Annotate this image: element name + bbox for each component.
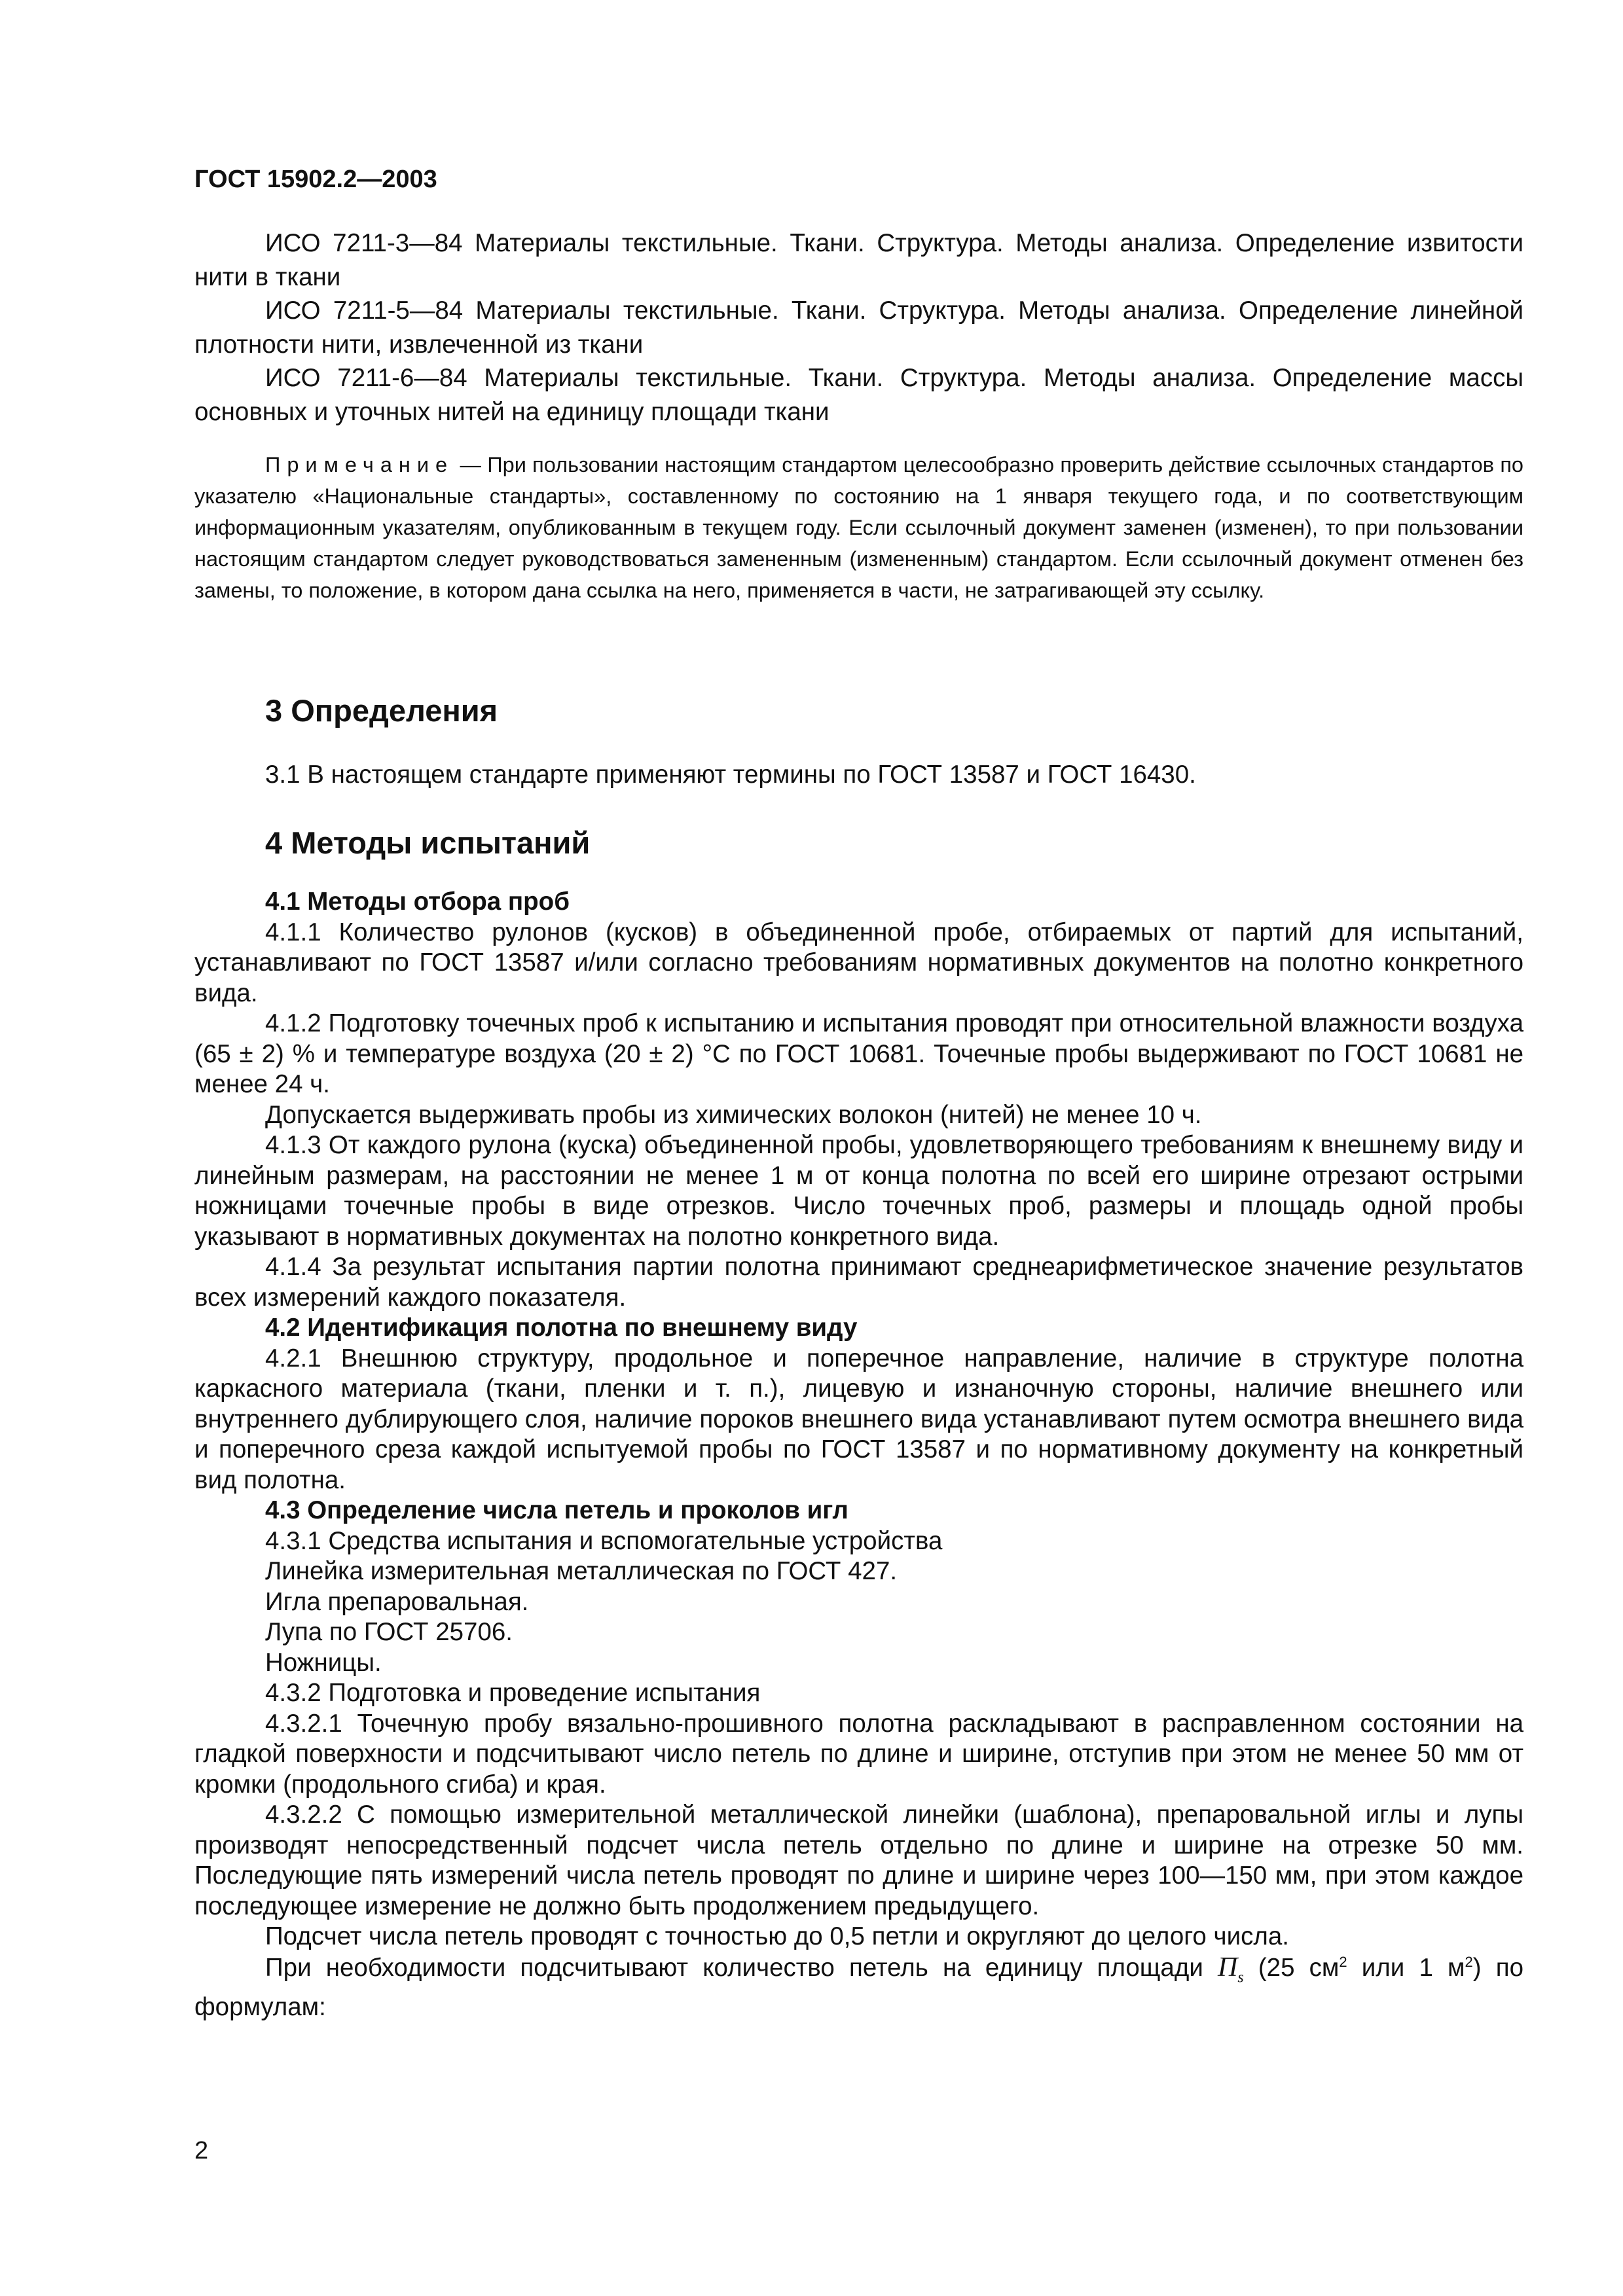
note-text: — При пользовании настоящим стандартом целесообразно проверить действие ссылочных стандартов по указателю «Национальные стандарты», составленному по состоянию на 1 января текущего года, и по соответствующим информационным указателям, опубликованным в текущем году. Если ссылочный документ заменен (изменен), то при пользовании настоящим стандартом следует руководствоваться замененным (измененным) стандартом. Если ссылочный документ отменен без замены, то положение, в котором дана ссылка на него, применяется в части, не затрагивающей эту ссылку. <box>194 453 1523 602</box>
document-code-header: ГОСТ 15902.2—2003 <box>194 166 437 193</box>
reference-item: ИСО 7211-5—84 Материалы текстильные. Ткани. Структура. Методы анализа. Определение линейной плотности нити, извлеченной из ткани <box>194 296 1523 359</box>
paragraph-4-1-2-allowance: Допускается выдерживать пробы из химических волокон (нитей) не менее 10 ч. <box>265 1100 1202 1129</box>
reference-item: ИСО 7211-6—84 Материалы текстильные. Ткани. Структура. Методы анализа. Определение массы основных и уточных нитей на единицу площади ткани <box>194 364 1523 426</box>
paragraph-counting-precision: Подсчет числа петель проводят с точностью до 0,5 петли и округляют до целого числа. <box>265 1922 1289 1950</box>
page-number: 2 <box>194 2137 209 2164</box>
section-4-body <box>194 887 1523 2023</box>
paragraph-4-3-2-1: 4.3.2.1 Точечную пробу вязально-прошивного полотна раскладывают в расправленном состоянии на гладкой поверхности и подсчитывают число петель по длине и ширине, отступив при этом не менее 50 мм от кромки (продольного сгиба) и края. <box>194 1709 1523 1799</box>
paragraph-4-1-1: 4.1.1 Количество рулонов (кусков) в объединенной пробе, отбираемых от партий для испытаний, устанавливают по ГОСТ 13587 и/или согласно требованиям нормативных документов на полотно конкретного вида. <box>194 918 1523 1007</box>
subsection-4-3-heading: 4.3 Определение числа петель и проколов игл <box>265 1496 848 1524</box>
tool-item: Линейка измерительная металлическая по ГОСТ 427. <box>265 1557 898 1585</box>
paragraph-area-formula-intro: При необходимости подсчитывают количество петель на единицу площади $П_s$ (25 $см^2$ или 1 $м^2$) по формулам: <box>194 1952 1523 2022</box>
paragraph-4-3-2-2: 4.3.2.2 С помощью измерительной металлической линейки (шаблона), препаровальной иглы и лупы производят непосредственный подсчет числа петель отдельно по длине и ширине на отрезке 50 мм. Последующие пять измерений числа петель проводят по длине и ширине через 100—150 мм, при этом каждое последующее измерение не должно быть продолжением предыдущего. <box>194 1801 1523 1920</box>
note-label: Примечание <box>265 453 454 476</box>
paragraph-4-3-1: 4.3.1 Средства испытания и вспомогательные устройства <box>265 1526 943 1555</box>
note-block <box>194 449 1523 606</box>
paragraph-4-3-2: 4.3.2 Подготовка и проведение испытания <box>265 1679 761 1707</box>
area-symbol: $П_s$ <box>1218 1952 1244 1986</box>
tool-item: Лупа по ГОСТ 25706. <box>265 1618 513 1646</box>
paragraph-3-1: 3.1 В настоящем стандарте применяют термины по ГОСТ 13587 и ГОСТ 16430. <box>265 761 1196 789</box>
paragraph-4-1-2: 4.1.2 Подготовку точечных проб к испытанию и испытания проводят при относительной влажности воздуха (65 ± 2) % и температуре воздуха (20 ± 2) °С по ГОСТ 10681. Точечные пробы выдерживают по ГОСТ 10681 не менее 24 ч. <box>194 1009 1523 1098</box>
subsection-4-1-heading: 4.1 Методы отбора проб <box>265 888 570 916</box>
subsection-4-2-heading: 4.2 Идентификация полотна по внешнему виду <box>265 1314 858 1342</box>
section-3-body <box>194 760 1523 791</box>
tool-item: Игла препаровальная. <box>265 1587 529 1616</box>
paragraph-4-2-1: 4.2.1 Внешнюю структуру, продольное и поперечное направление, наличие в структуре полотна каркасного материала (ткани, пленки и т. п.), лицевую и изнаночную стороны, наличие внешнего или внутреннего дублирующего слоя, наличие пороков внешнего вида устанавливают путем осмотра внешнего вида и поперечного среза каждой испытуемой пробы по ГОСТ 13587 и по нормативному документу на конкретный вид полотна. <box>194 1344 1523 1494</box>
note-paragraph <box>194 449 1523 606</box>
section-3-heading: 3 Определения <box>265 693 498 728</box>
section-4-heading: 4 Методы испытаний <box>265 825 591 860</box>
reference-item: ИСО 7211-3—84 Материалы текстильные. Ткани. Структура. Методы анализа. Определение извитости нити в ткани <box>194 229 1523 291</box>
paragraph-4-1-3: 4.1.3 От каждого рулона (куска) объединенной пробы, удовлетворяющего требованиям к внешнему виду и линейным размерам, на расстоянии не менее 1 м от конца полотна по всей его ширине отрезают острыми ножницами точечные пробы в виде отрезков. Число точечных проб, размеры и площадь одной пробы указывают в нормативных документах на полотно конкретного вида. <box>194 1131 1523 1251</box>
reference-list <box>194 226 1523 429</box>
paragraph-4-1-4: 4.1.4 За результат испытания партии полотна принимают среднеарифметическое значение результатов всех измерений каждого показателя. <box>194 1253 1523 1312</box>
tool-item: Ножницы. <box>265 1648 382 1677</box>
